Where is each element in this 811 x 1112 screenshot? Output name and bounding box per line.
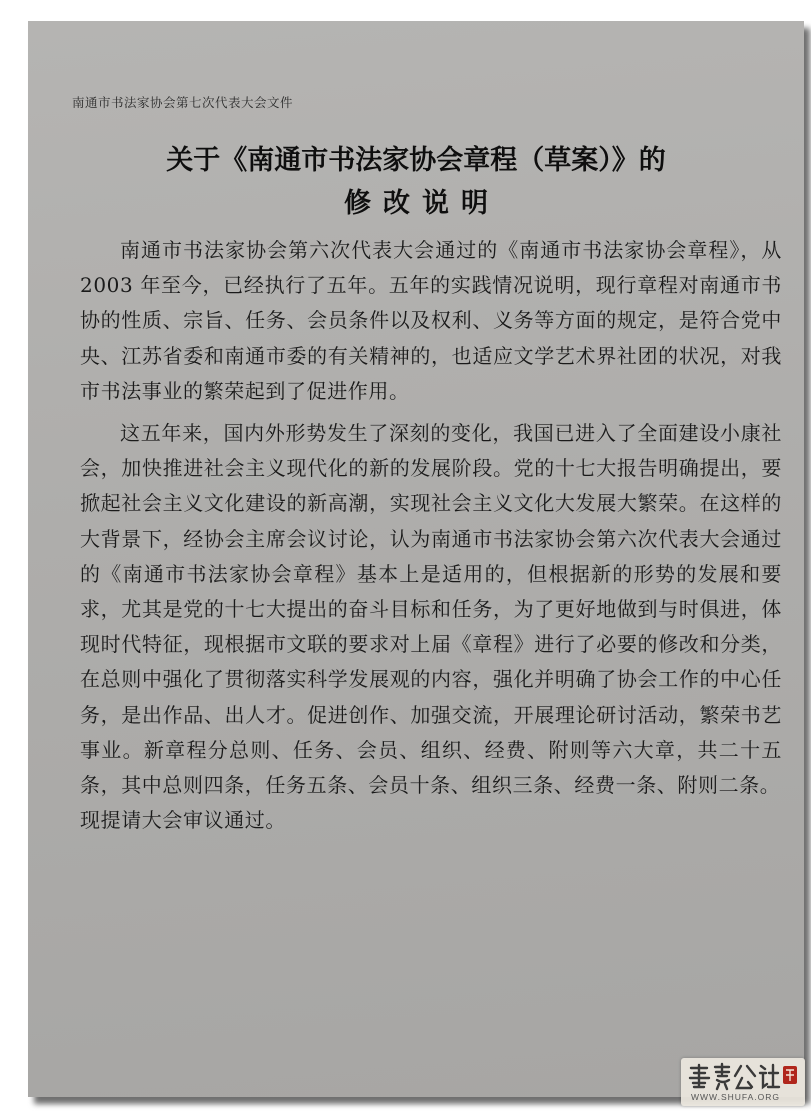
document-page bbox=[28, 21, 804, 1097]
document-header: 南通市书法家协会第七次代表大会文件 bbox=[72, 95, 294, 110]
site-watermark bbox=[681, 1058, 805, 1106]
paragraph-2: 这五年来，国内外形势发生了深刻的变化，我国已进入了全面建设小康社会，加快推进社会主义现代化的新的发展阶段。党的十七大报告明确提出，要掀起社会主义文化建设的新高潮，实现社会主义文化大发展大繁荣。在这样的大背景下，经协会主席会议讨论，认为南通市书法家协会第六次代表大会通过的《南通市书法家协会章程》基本上是适用的，但根据新的形势的发展和要求，尤其是党的十七大提出的奋斗目标和任务，为了更好地做到与时俱进，体现时代特征，现根据市文联的要求对上届《章程》进行了必要的修改和分类，在总则中强化了贯彻落实科学发展观的内容，强化并明确了协会工作的中心任务，是出作品、出人才。促进创作、加强交流，开展理论研讨活动，繁荣书艺事业。新章程分总则、任务、会员、组织、经费、附则等六大章，共二十五条，其中总则四条，任务五条、会员十条、组织三条、经费一条、附则二条。 bbox=[80, 421, 782, 798]
paragraph-1: 南通市书法家协会第六次代表大会通过的《南通市书法家协会章程》，从2003 年至今，已经执行了五年。五年的实践情况说明，现行章程对南通市书协的性质、宗旨、任务、会员条件以及权利、义务等方面的规定，是符合党中央、江苏省委和南通市委的有关精神的，也适应文学艺术界社团的状况，对我市书法事业的繁荣起到了促进作用。 bbox=[80, 238, 782, 403]
title-line-2: 修改说明 bbox=[344, 188, 500, 219]
closing-line: 现提请大会审议通过。 bbox=[80, 808, 286, 833]
watermark-url: WWW.SHUFA.ORG bbox=[691, 1092, 781, 1102]
title-line-1: 关于《南通市书法家协会章程（草案）》的 bbox=[166, 145, 666, 176]
watermark-logo-icon bbox=[685, 1060, 801, 1104]
document-body bbox=[80, 233, 782, 838]
document-title bbox=[28, 139, 804, 225]
